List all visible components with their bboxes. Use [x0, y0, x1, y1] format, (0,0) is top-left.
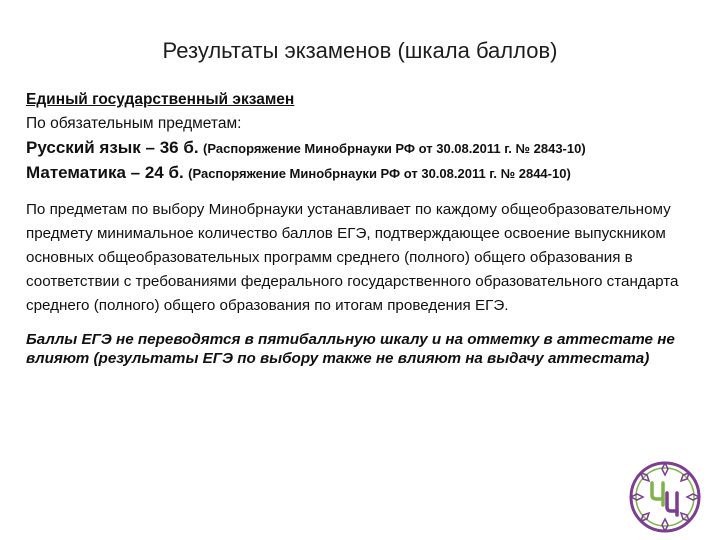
subject-russian [26, 136, 710, 161]
subject-russian-name: Русский язык – 36 б. [26, 138, 199, 157]
elective-paragraph: По предметам по выбору Минобрнауки устанавливает по каждому общеобразовательному предмету минимальное количество баллов ЕГЭ, подтверждающее освоение выпускником основных общеобразовательных программ среднего (полного) общего образования в соответствии с требованиями федерального государственного образовательного стандарта среднего (полного) общего образования по итогам проведения ЕГЭ. [26, 201, 679, 314]
slide-content [26, 88, 710, 368]
section-heading: Единый государственный экзамен [26, 91, 295, 108]
logo-ring [631, 463, 699, 531]
subject-math-note: (Распоряжение Минобрнауки РФ от 30.08.2011 г. № 2844-10) [188, 166, 571, 181]
subject-russian-note: (Распоряжение Минобрнауки РФ от 30.08.2011 г. № 2843-10) [203, 141, 586, 156]
logo-letters [652, 483, 677, 515]
slide-title: Результаты экзаменов (шкала баллов) [162, 38, 558, 63]
subject-math-name: Математика – 24 б. [26, 163, 184, 182]
mandatory-label: По обязательным предметам: [26, 115, 242, 132]
italic-note: Баллы ЕГЭ не переводятся в пятибалльную шкалу и на отметку в аттестате не влияют (результаты ЕГЭ по выбору также не влияют на выдачу аттестата) [26, 331, 675, 367]
emblem-logo-icon [625, 457, 705, 537]
subject-math [26, 161, 710, 186]
